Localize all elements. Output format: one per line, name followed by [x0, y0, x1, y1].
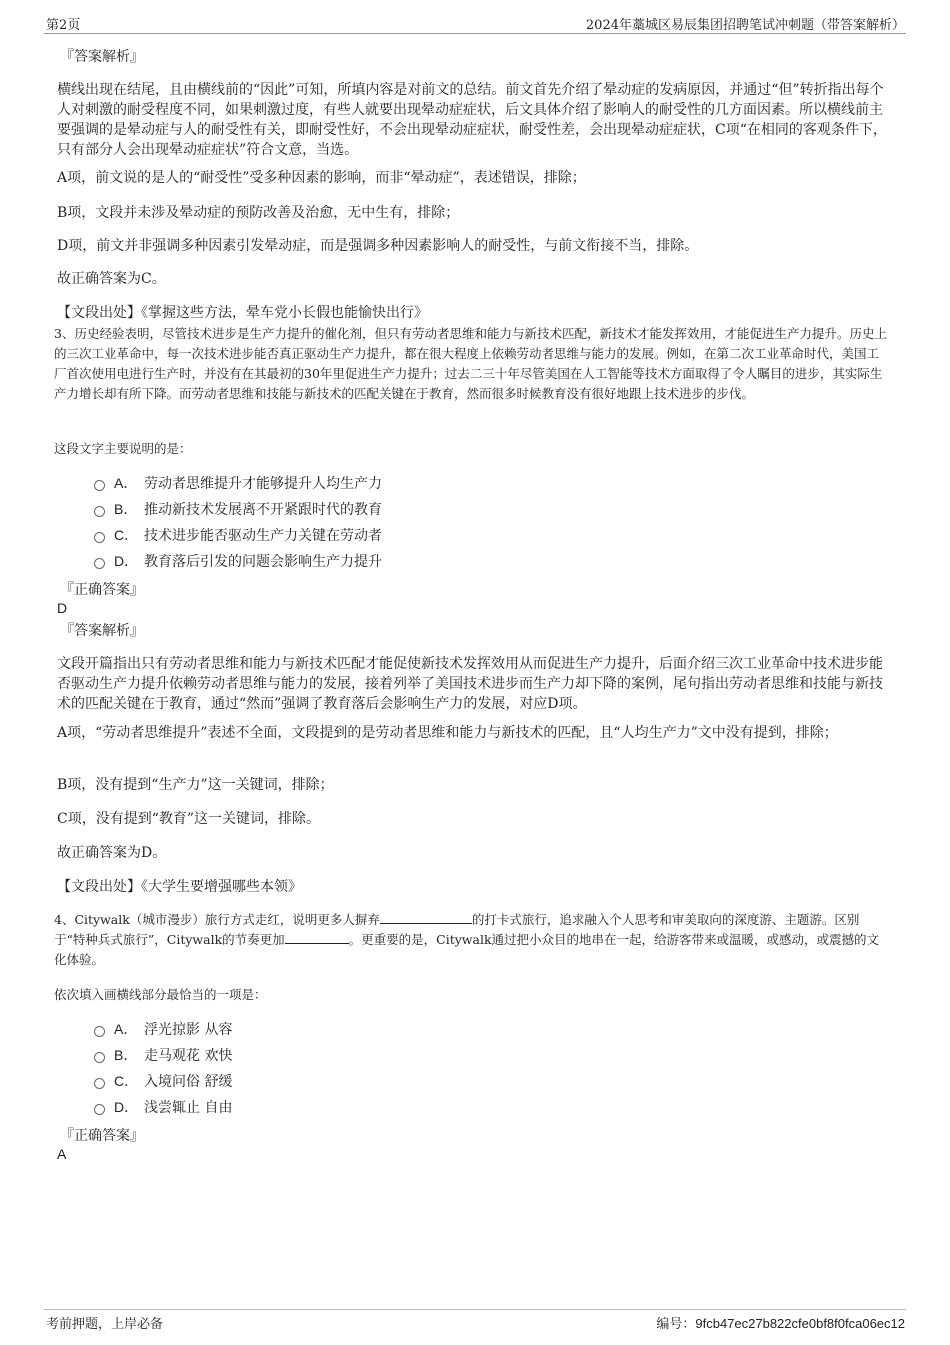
question-prompt: 依次填入画横线部分最恰当的一项是：	[54, 987, 267, 1002]
analysis-option-a: A项，“劳动者思维提升”表述不全面，文段提到的是劳动者思维和能力与新技术的匹配，且“人均生产力”文中没有提到，排除；	[57, 725, 838, 741]
radio-icon[interactable]	[94, 1026, 105, 1037]
radio-icon[interactable]	[94, 480, 105, 491]
option-d[interactable]	[94, 548, 382, 574]
footer-divider	[44, 1309, 906, 1310]
option-letter: B．	[114, 1047, 138, 1063]
radio-icon[interactable]	[94, 1104, 105, 1115]
correct-answer: A	[57, 1146, 67, 1162]
options-list	[94, 1016, 232, 1120]
footer-slogan: 考前押题，上岸必备	[46, 1317, 164, 1332]
question-stem: 3、历史经验表明，尽管技术进步是生产力提升的催化剂，但只有劳动者思维和能力与新技术匹配，新技术才能发挥效用，才能促进生产力提升。历史上的三次工业革命中，每一次技术进步能否真正驱动生产力提升，都在很大程度上依赖劳动者思维与能力的发展。例如，在第二次工业革命时代，美国工厂首次使用电进行生产时，并没有在其最初的30年里促进生产力提升；过去二三十年尽管美国在人工智能等技术方面取得了令人瞩目的进步，其实际生产力增长却有所下降。而劳动者思维和技能与新技术的匹配关键在于教育，然而很多时候教育没有很好地跟上技术进步的步伐。	[54, 326, 887, 401]
option-text: 走马观花 欢快	[144, 1048, 233, 1064]
analysis-option-a: A项，前文说的是人的“耐受性”受多种因素的影响，而非“晕动症”，表述错误，排除；	[57, 170, 586, 186]
option-letter: C．	[114, 1073, 139, 1089]
option-letter: D．	[114, 553, 139, 569]
answer-conclusion: 故正确答案为C。	[57, 271, 166, 287]
source-citation: 【文段出处】《掌握这些方法，晕车党小长假也能愉快出行》	[57, 305, 428, 321]
option-a[interactable]	[94, 1016, 232, 1042]
blank-2	[285, 931, 349, 944]
code-label: 编号：	[656, 1317, 696, 1332]
correct-answer-label: 『正确答案』	[60, 582, 144, 598]
radio-icon[interactable]	[94, 532, 105, 543]
radio-icon[interactable]	[94, 506, 105, 517]
option-d[interactable]	[94, 1094, 232, 1120]
option-letter: C．	[114, 527, 139, 543]
code-value: 9fcb47ec27b822cfe0bf8f0fca06ec12	[695, 1316, 905, 1331]
document-title: 2024年藁城区易辰集团招聘笔试冲刺题（带答案解析）	[585, 18, 905, 33]
analysis-option-b: B项，文段并未涉及晕动症的预防改善及治愈，无中生有，排除；	[57, 205, 460, 221]
stem-part-3: 。更重要的是，Citywalk通过把小众目的地串在一起，给游客带来或温暖，或感动，或震撼的文化体验。	[54, 932, 880, 967]
radio-icon[interactable]	[94, 1052, 105, 1063]
option-letter: A．	[114, 475, 138, 491]
analysis-text: 横线出现在结尾，且由横线前的“因此”可知，所填内容是对前文的总结。前文首先介绍了晕动症的发病原因，并通过“但”转折指出每个人对刺激的耐受程度不同，如果刺激过度，有些人就要出现晕动症症状，后文具体介绍了影响人的耐受性的几方面因素。所以横线前主要强调的是晕动症与人的耐受性有关，即耐受性好，不会出现晕动症症状，耐受性差，会出现晕动症症状，C项“在相同的客观条件下，只有部分人会出现晕动症症状”符合文意，当选。	[57, 82, 887, 158]
blank-1	[380, 911, 472, 924]
option-text: 教育落后引发的问题会影响生产力提升	[144, 554, 382, 570]
option-text: 入境问俗 舒缓	[144, 1074, 233, 1090]
option-c[interactable]	[94, 522, 382, 548]
option-text: 劳动者思维提升才能够提升人均生产力	[144, 476, 382, 492]
option-text: 技术进步能否驱动生产力关键在劳动者	[144, 528, 382, 544]
option-letter: D．	[114, 1099, 139, 1115]
radio-icon[interactable]	[94, 1078, 105, 1089]
option-b[interactable]	[94, 496, 382, 522]
option-text: 推动新技术发展离不开紧跟时代的教育	[144, 502, 382, 518]
correct-answer: D	[57, 600, 68, 616]
analysis-option-c: C项，没有提到“教育”这一关键词，排除。	[57, 811, 321, 827]
stem-part-1: 4、Citywalk（城市漫步）旅行方式走红，说明更多人摒弃	[54, 912, 380, 927]
analysis-text: 文段开篇指出只有劳动者思维和能力与新技术匹配才能促使新技术发挥效用从而促进生产力提升，后面介绍三次工业革命中技术进步能否驱动生产力提升依赖劳动者思维与能力的发展，接着列举了美国技术进步而生产力却下降的案例，尾句指出劳动者思维和技能与新技术的匹配关键在于教育，通过“然而”强调了教育落后会影响生产力的发展，对应D项。	[57, 656, 883, 712]
option-text: 浅尝辄止 自由	[144, 1100, 233, 1116]
option-text: 浮光掠影 从容	[144, 1022, 233, 1038]
question-prompt: 这段文字主要说明的是：	[54, 441, 192, 456]
source-citation: 【文段出处】《大学生要增强哪些本领》	[57, 879, 302, 895]
header-divider	[44, 33, 906, 34]
analysis-label: 『答案解析』	[60, 623, 144, 639]
option-c[interactable]	[94, 1068, 232, 1094]
document-code	[656, 1313, 905, 1332]
question-stem	[54, 910, 890, 970]
answer-conclusion: 故正确答案为D。	[57, 845, 167, 861]
option-a[interactable]	[94, 470, 382, 496]
correct-answer-label: 『正确答案』	[60, 1128, 144, 1144]
options-list	[94, 470, 382, 574]
stem-part-2: 的打卡式旅行，追求融入个人思考和审美取向的深度游、主题游。区别于“特种兵式旅行”，Citywalk的节奏更加	[54, 912, 860, 947]
option-b[interactable]	[94, 1042, 232, 1068]
analysis-label: 『答案解析』	[60, 49, 144, 65]
option-letter: B．	[114, 501, 138, 517]
option-letter: A．	[114, 1021, 138, 1037]
analysis-option-b: B项，没有提到“生产力”这一关键词，排除；	[57, 777, 334, 793]
page-number: 第2页	[46, 18, 81, 33]
radio-icon[interactable]	[94, 558, 105, 569]
analysis-option-d: D项，前文并非强调多种因素引发晕动症，而是强调多种因素影响人的耐受性，与前文衔接不当，排除。	[57, 238, 699, 254]
